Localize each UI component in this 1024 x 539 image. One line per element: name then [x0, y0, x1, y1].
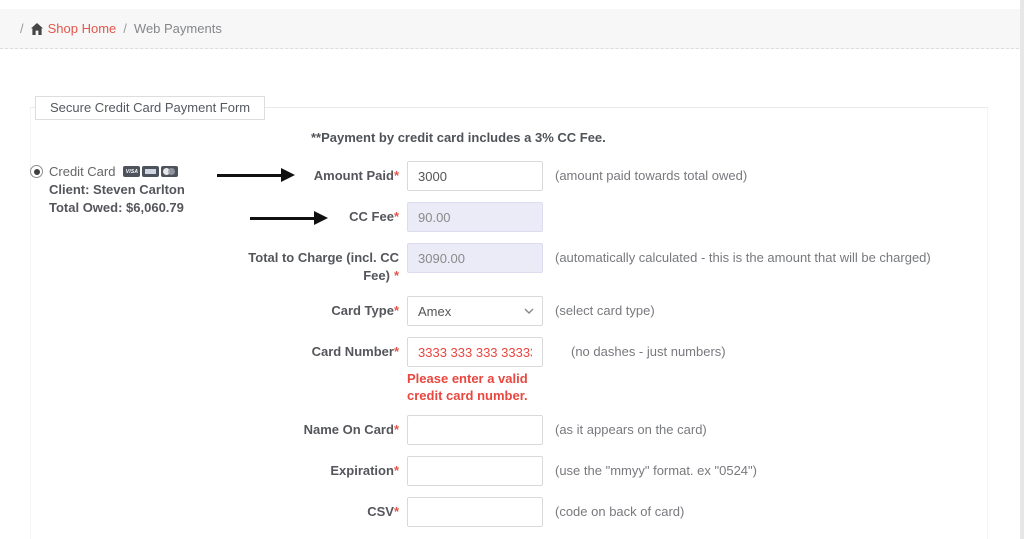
client-name: Client: Steven Carlton: [49, 182, 185, 197]
total-owed: Total Owed: $6,060.79: [49, 200, 184, 215]
amex-icon: [142, 166, 159, 177]
amount-paid-hint: (amount paid towards total owed): [555, 168, 748, 183]
scrollbar[interactable]: [1020, 0, 1024, 539]
total-to-charge-row: [31, 243, 987, 285]
total-to-charge-label: Total to Charge (incl. CC Fee) *: [248, 250, 399, 283]
cc-fee-label: CC Fee*: [349, 209, 399, 224]
card-type-select[interactable]: [407, 296, 543, 326]
total-to-charge-input: [407, 243, 543, 273]
card-type-label: Card Type*: [331, 303, 399, 318]
csv-hint: (code on back of card): [555, 504, 685, 519]
shop-home-label: Shop Home: [47, 21, 117, 36]
breadcrumb-current: Web Payments: [133, 21, 222, 36]
card-type-hint: (select card type): [555, 303, 655, 318]
required-mark: *: [393, 209, 399, 224]
chevron-down-icon: [524, 308, 534, 314]
csv-label: CSV*: [367, 504, 399, 519]
accepted-cards: [123, 166, 178, 177]
required-mark: *: [393, 268, 399, 283]
radio-selected-dot: [34, 169, 40, 175]
arrow-annotation-cc-fee: [250, 211, 328, 225]
amount-paid-label: Amount Paid*: [313, 168, 399, 183]
visa-icon: VISA: [123, 166, 140, 177]
name-on-card-label: Name On Card*: [303, 422, 399, 437]
payment-method-panel: [30, 163, 240, 216]
name-on-card-row: [31, 415, 987, 445]
required-mark: *: [393, 344, 399, 359]
required-mark: *: [393, 168, 399, 183]
expiration-hint: (use the "mmyy" format. ex "0524"): [555, 463, 757, 478]
expiration-row: [31, 456, 987, 486]
card-number-label: Card Number*: [311, 344, 399, 359]
breadcrumb-separator: /: [123, 21, 127, 36]
card-type-row: [31, 296, 987, 326]
required-mark: *: [393, 463, 399, 478]
card-number-input[interactable]: [407, 337, 543, 367]
breadcrumb: [0, 9, 1024, 49]
shop-home-link[interactable]: [31, 21, 117, 36]
home-icon: [31, 23, 43, 35]
form-legend: Secure Credit Card Payment Form: [35, 96, 265, 120]
name-on-card-input[interactable]: [407, 415, 543, 445]
cc-fee-note: **Payment by credit card includes a 3% CC Fee.: [311, 130, 606, 145]
expiration-label: Expiration*: [330, 463, 399, 478]
card-type-selected-value: Amex: [418, 303, 452, 319]
credit-card-radio[interactable]: [30, 165, 43, 178]
amount-paid-input[interactable]: [407, 161, 543, 191]
card-number-hint: (no dashes - just numbers): [571, 344, 726, 359]
csv-input[interactable]: [407, 497, 543, 527]
cc-fee-input: [407, 202, 543, 232]
expiration-input[interactable]: [407, 456, 543, 486]
total-to-charge-hint: (automatically calculated - this is the amount that will be charged): [555, 250, 931, 265]
required-mark: *: [393, 303, 399, 318]
credit-card-radio-label: Credit Card: [49, 164, 116, 179]
required-mark: *: [393, 504, 399, 519]
card-number-row: [31, 337, 987, 404]
breadcrumb-separator: /: [20, 21, 24, 36]
csv-row: [31, 497, 987, 527]
mastercard-icon: [161, 166, 178, 177]
name-on-card-hint: (as it appears on the card): [555, 422, 707, 437]
card-number-error: Please enter a valid credit card number.: [407, 371, 528, 403]
required-mark: *: [393, 422, 399, 437]
arrow-annotation-amount-paid: [217, 168, 295, 182]
